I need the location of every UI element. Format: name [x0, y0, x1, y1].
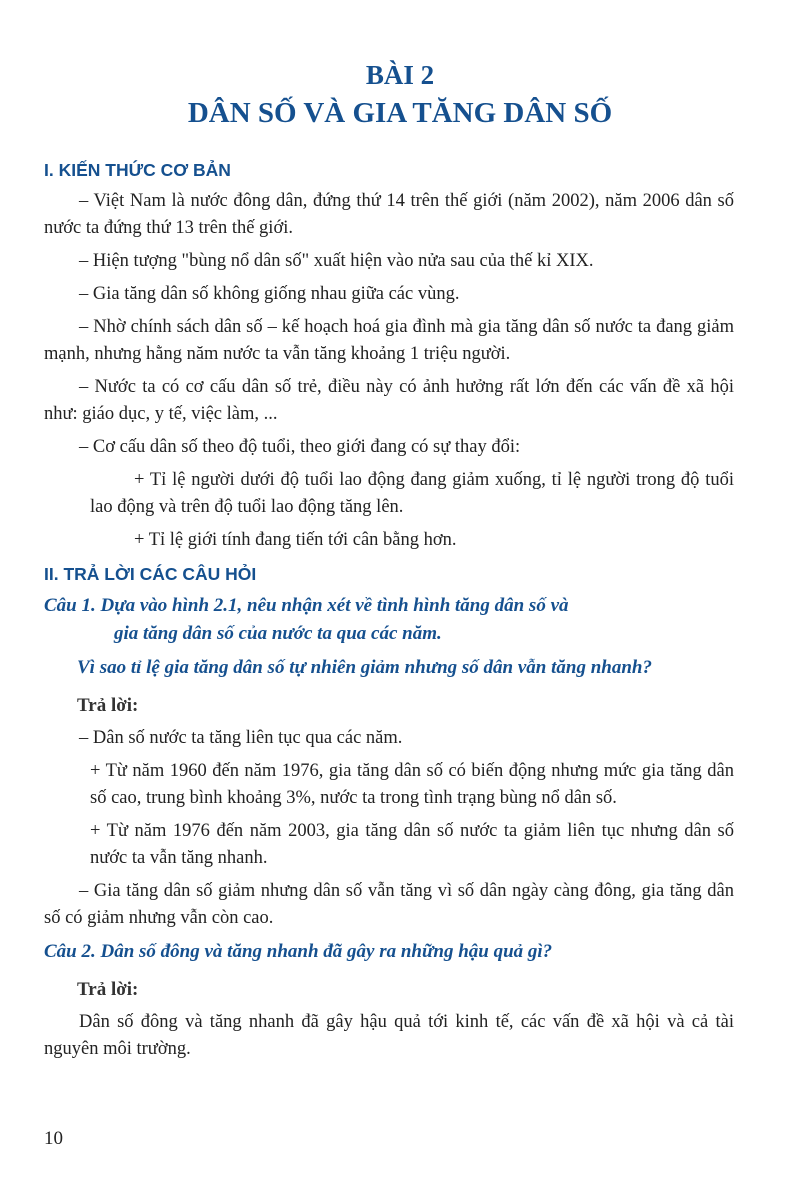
answer-label: Trả lời:	[77, 979, 139, 1000]
sub-item: + Tỉ lệ giới tính đang tiến tới cân bằng hơn.	[134, 530, 457, 550]
question-1-followup: Vì sao tỉ lệ gia tăng dân số tự nhiên giảm nhưng số dân vẫn tăng nhanh?	[77, 657, 652, 678]
section-heading-basic-knowledge: I. KIẾN THỨC CƠ BẢN	[44, 160, 231, 180]
page-number: 10	[44, 1128, 63, 1149]
page-content	[44, 158, 734, 1069]
question-1-line-1: Câu 1. Dựa vào hình 2.1, nêu nhận xét về tình hình tăng dân số và	[44, 595, 569, 616]
lesson-number: BÀI 2	[365, 60, 435, 90]
paragraph: – Gia tăng dân số không giống nhau giữa các vùng.	[79, 284, 460, 304]
lesson-header	[0, 58, 800, 132]
question-1	[44, 592, 734, 648]
answer-label: Trả lời:	[77, 695, 139, 716]
paragraph: – Cơ cấu dân số theo độ tuổi, theo giới đang có sự thay đổi:	[79, 437, 521, 457]
answer-paragraph: – Gia tăng dân số giảm nhưng dân số vẫn tăng vì số dân ngày càng đông, gia tăng dân số có giảm nhưng vẫn còn cao.	[44, 881, 734, 928]
paragraph: – Hiện tượng "bùng nổ dân số" xuất hiện vào nửa sau của thế kỉ XIX.	[79, 251, 594, 271]
sub-item: + Tỉ lệ người dưới độ tuổi lao động đang giảm xuống, tỉ lệ người trong độ tuổi lao động và trên độ tuổi lao động tăng lên.	[90, 470, 734, 517]
question-2: Câu 2. Dân số đông và tăng nhanh đã gây ra những hậu quả gì?	[44, 941, 553, 962]
answer-paragraph: Dân số đông và tăng nhanh đã gây hậu quả tới kinh tế, các vấn đề xã hội và cả tài nguyên môi trường.	[44, 1012, 734, 1059]
answer-sub-item: + Từ năm 1960 đến năm 1976, gia tăng dân số có biến động nhưng mức gia tăng dân số cao, trung bình khoảng 3%, nước ta trong tình trạng bùng nổ dân số.	[90, 761, 734, 808]
paragraph: – Việt Nam là nước đông dân, đứng thứ 14 trên thế giới (năm 2002), năm 2006 dân số nước ta đứng thứ 13 trên thế giới.	[44, 191, 734, 238]
paragraph: – Nước ta có cơ cấu dân số trẻ, điều này có ảnh hưởng rất lớn đến các vấn đề xã hội như: giáo dục, y tế, việc làm, ...	[44, 377, 734, 424]
paragraph: – Nhờ chính sách dân số – kế hoạch hoá gia đình mà gia tăng dân số nước ta đang giảm mạnh, nhưng hằng năm nước ta vẫn tăng khoảng 1 triệu người.	[44, 317, 734, 364]
answer-paragraph: – Dân số nước ta tăng liên tục qua các năm.	[79, 728, 403, 748]
lesson-title: DÂN SỐ VÀ GIA TĂNG DÂN SỐ	[187, 97, 613, 129]
question-1-line-2: gia tăng dân số của nước ta qua các năm.	[114, 623, 442, 644]
section-heading-answers: II. TRẢ LỜI CÁC CÂU HỎI	[44, 564, 257, 584]
answer-sub-item: + Từ năm 1976 đến năm 2003, gia tăng dân số nước ta giảm liên tục nhưng dân số nước ta vẫn tăng nhanh.	[90, 821, 734, 868]
